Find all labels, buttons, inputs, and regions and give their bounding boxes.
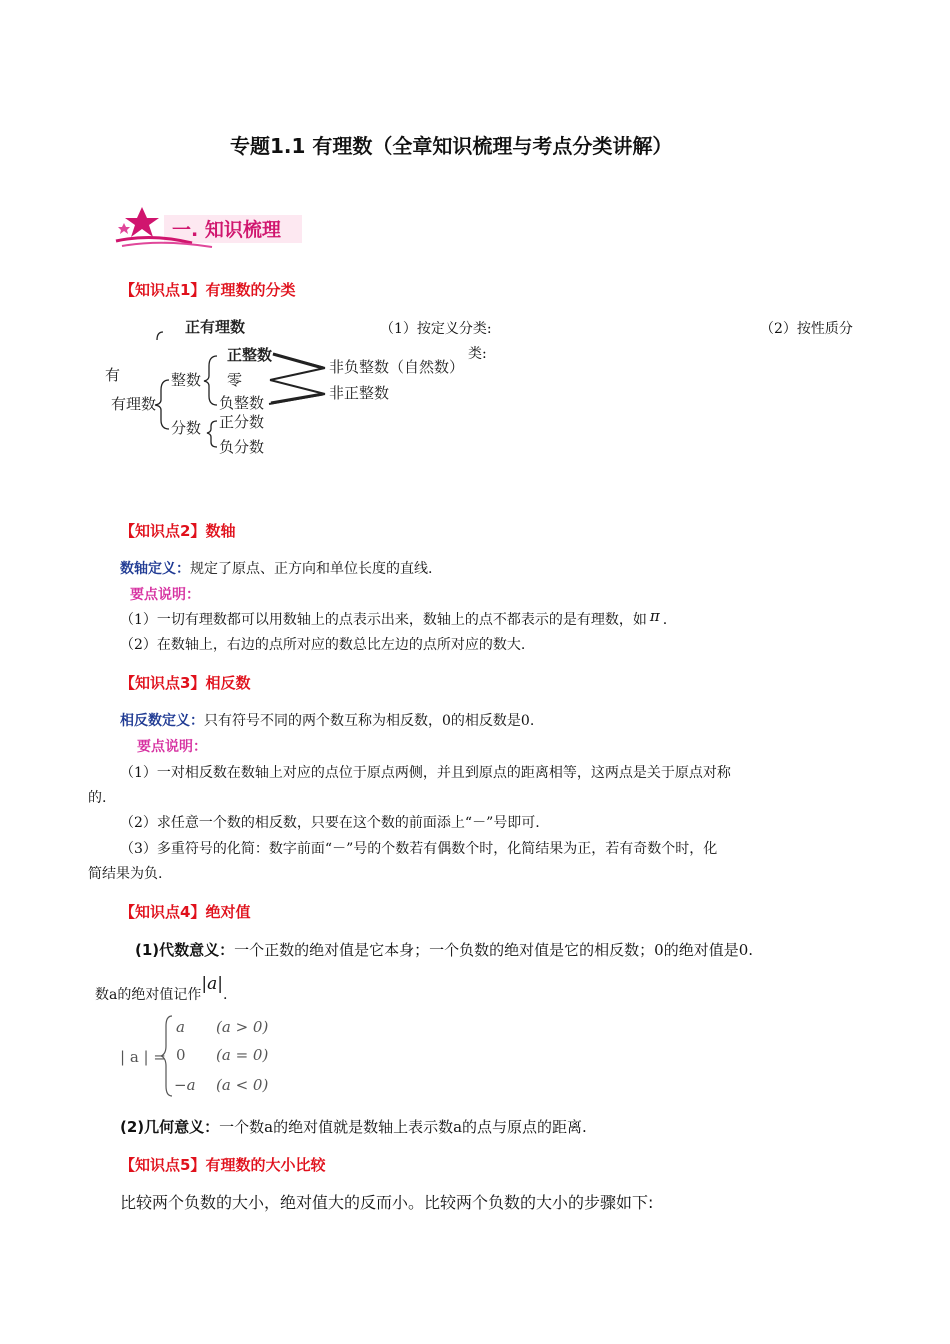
kp2-note1 [120,609,667,629]
kp4-alg-label: (1)代数意义： [135,941,235,959]
tree-positive-frac: 正分数 [219,413,265,431]
kp1-by-nature-2: 类: [468,346,487,362]
absolute-value-formula [118,1012,288,1100]
kp2-note2: （2）在数轴上，右边的点所对应的数总比左边的点所对应的数大. [120,637,526,653]
kp3-note3a: （3）多重符号的化简：数字前面“－”号的个数若有偶数个时，化简结果为正，若有奇数个时，化 [120,841,718,857]
kp1-by-nature-1: （2）按性质分 [760,321,853,337]
kp1-by-definition: （1）按定义分类: [380,321,492,337]
kp2-heading: 【知识点2】数轴 [120,522,236,540]
section-banner [112,203,307,249]
kp4-geometric [120,1116,587,1137]
kp3-def-text: 只有符号不同的两个数互称为相反数，0的相反数是0. [204,713,535,729]
kp2-note1-text: （1）一切有理数都可以用数轴上的点表示出来，数轴上的点不都表示的是有理数，如 [120,612,647,628]
tree-fraction: 分数 [171,419,202,437]
kp2-note1-end: . [662,612,668,628]
classification-diagram [105,312,465,462]
kp3-def-label: 相反数定义： [120,713,204,729]
kp3-note3b: 简结果为负. [88,866,163,882]
kp5-heading: 【知识点5】有理数的大小比较 [120,1156,326,1174]
kp4-geo-text: 一个数a的绝对值就是数轴上表示数a的点与原点的距离. [219,1118,587,1136]
abs-a-symbol: |a| [201,974,223,994]
kp3-note1b: 的. [88,790,107,806]
pi-symbol: π [649,607,660,625]
kp2-definition [120,558,432,578]
kp1-heading: 【知识点1】有理数的分类 [120,281,296,299]
formula-case3-value: −a [174,1076,196,1094]
tree-non-positive: 非正整数 [329,384,390,402]
formula-case2-condition: (a = 0) [216,1046,269,1064]
formula-case1-value: a [176,1018,185,1036]
kp4-notation [95,974,228,1004]
kp2-note-label: 要点说明： [130,587,200,603]
formula-lhs: | a | = [120,1048,166,1066]
kp2-def-text: 规定了原点、正方向和单位长度的直线. [190,561,433,577]
tree-negative-int: 负整数 [219,394,265,412]
kp4-notation-text: 数a的绝对值记作 [95,987,202,1003]
kp3-note-label: 要点说明： [137,739,207,755]
tree-positive-int: 正整数 [227,346,273,364]
tree-integer: 整数 [171,371,202,389]
tree-zero: 零 [227,371,243,389]
tree-positive-rational: 正有理数 [185,318,246,336]
formula-case2-value: 0 [176,1046,186,1064]
section-banner-label: 一. 知识梳理 [172,219,281,241]
kp4-heading: 【知识点4】绝对值 [120,903,251,921]
kp4-notation-end: . [222,987,228,1003]
kp4-alg-text: 一个正数的绝对值是它本身；一个负数的绝对值是它的相反数；0的绝对值是0. [234,941,754,959]
document-title: 专题1.1 有理数（全章知识梳理与考点分类讲解） [230,134,673,158]
tree-rational: 有理数 [111,395,157,413]
kp3-note1a: （1）一对相反数在数轴上对应的点位于原点两侧，并且到原点的距离相等，这两点是关于原点对称 [120,765,731,781]
kp4-algebraic [135,939,753,960]
formula-case3-condition: (a < 0) [216,1076,269,1094]
kp3-definition [120,710,534,730]
kp5-text: 比较两个负数的大小，绝对值大的反而小。比较两个负数的大小的步骤如下: [120,1193,654,1212]
kp3-heading: 【知识点3】相反数 [120,674,251,692]
kp2-def-label: 数轴定义： [120,561,190,577]
formula-case1-condition: (a > 0) [216,1018,269,1036]
tree-cut-char: 有 [105,366,121,384]
kp4-geo-label: (2)几何意义： [120,1118,220,1136]
tree-negative-frac: 负分数 [219,438,265,456]
tree-non-negative: 非负整数（自然数） [329,358,465,376]
kp3-note2: （2）求任意一个数的相反数，只要在这个数的前面添上“－”号即可. [120,815,540,831]
